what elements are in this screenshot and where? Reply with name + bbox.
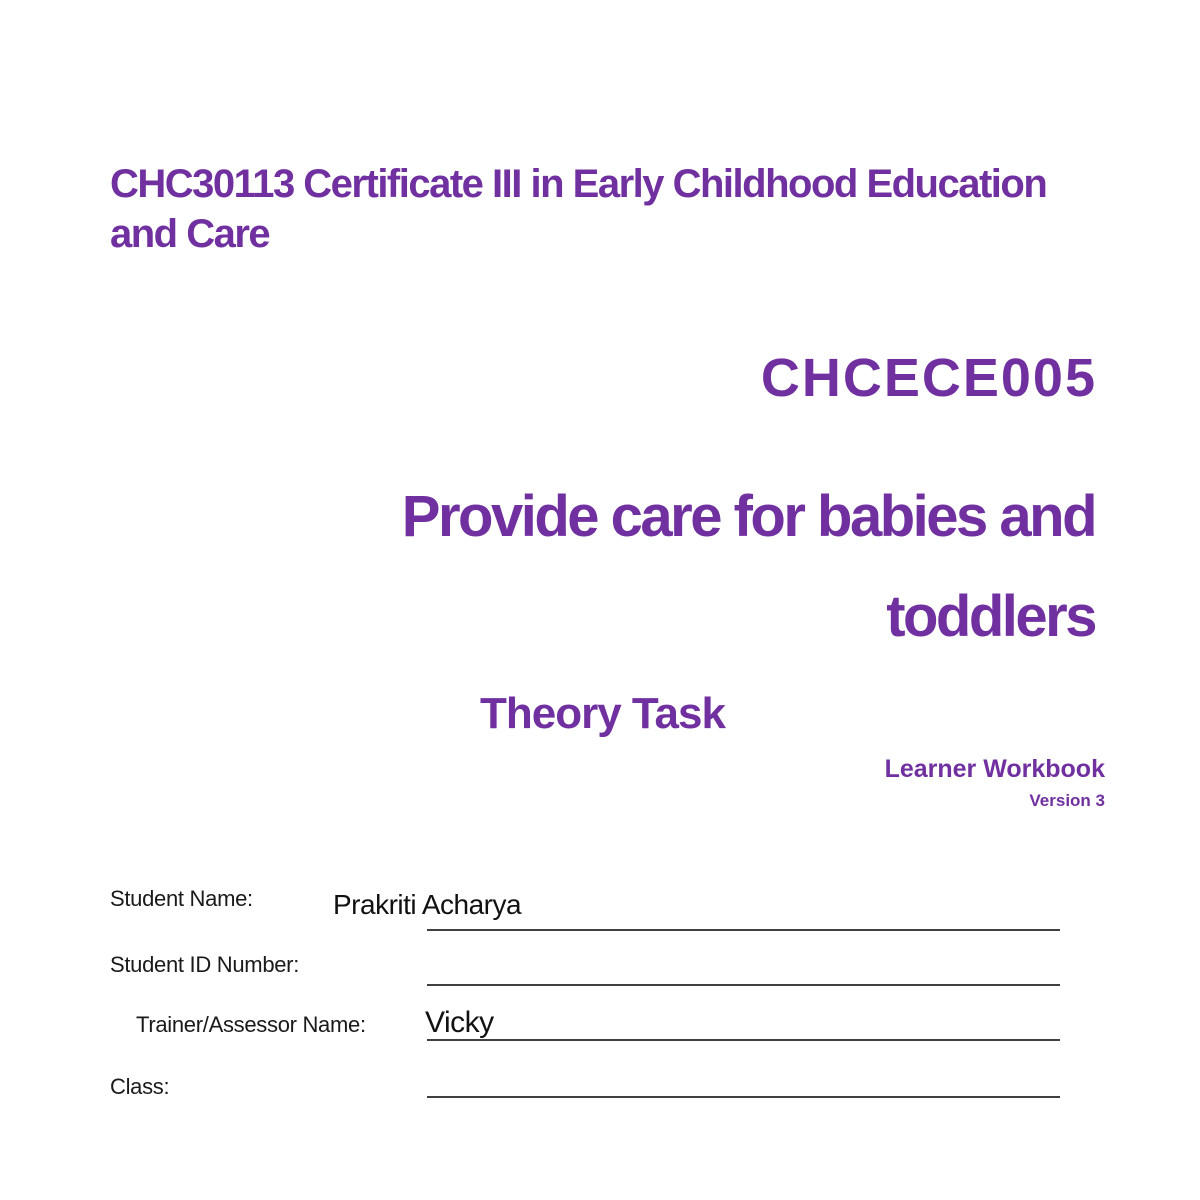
class-label: Class:: [110, 1074, 170, 1099]
student-name-field-line[interactable]: [427, 929, 1060, 931]
trainer-name-field-line[interactable]: [427, 1039, 1060, 1041]
student-name-value[interactable]: Prakriti Acharya: [333, 889, 522, 920]
unit-title: Provide care for babies and toddlers: [401, 484, 1095, 649]
version-label: Version 3: [1029, 791, 1105, 810]
task-type-title: Theory Task: [480, 689, 725, 738]
workbook-label: Learner Workbook: [884, 755, 1105, 783]
trainer-name-value[interactable]: Vicky: [425, 1006, 494, 1039]
course-title: CHC30113 Certificate III in Early Childhood Education and Care: [110, 161, 1047, 256]
trainer-name-label: Trainer/Assessor Name:: [136, 1012, 366, 1037]
student-id-label: Student ID Number:: [110, 952, 300, 977]
student-name-label: Student Name:: [110, 886, 253, 911]
student-id-field-line[interactable]: [427, 984, 1060, 986]
unit-code: CHCECE005: [760, 348, 1097, 408]
class-field-line[interactable]: [427, 1096, 1060, 1098]
